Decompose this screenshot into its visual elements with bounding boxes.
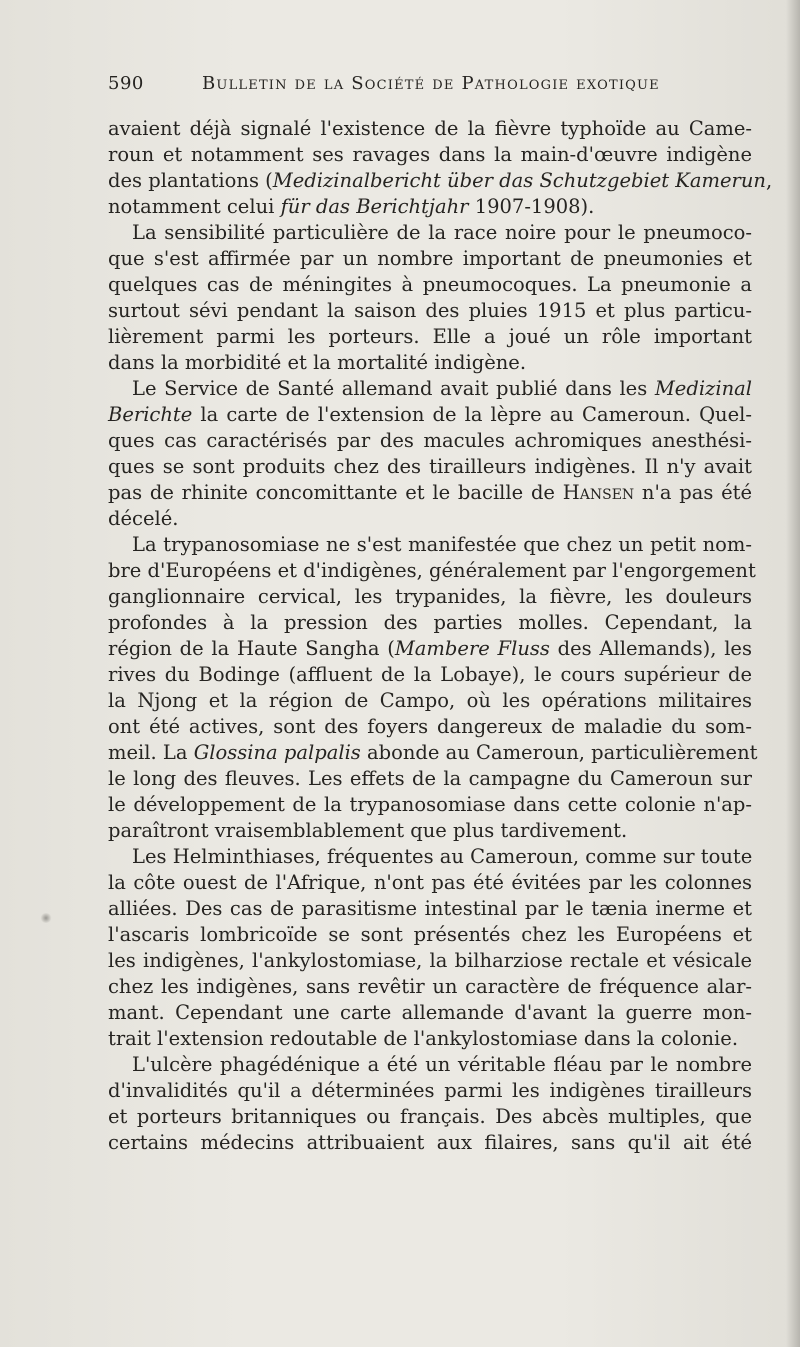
text-line <box>108 298 752 324</box>
text-run: meil. La <box>108 741 194 764</box>
text-run: Le Service de Santé allemand avait publié dans les <box>132 377 655 400</box>
text-line <box>108 1000 752 1026</box>
italic-text: Medizinal <box>654 377 752 400</box>
text-run: ques cas caractérisés par des macules achromiques anesthési- <box>108 429 752 452</box>
text-run: des plantations ( <box>108 169 273 192</box>
text-line <box>108 1104 752 1130</box>
text-run: notamment celui <box>108 195 281 218</box>
text-line <box>108 480 752 506</box>
text-run: rives du Bodinge (affluent de la Lobaye), le cours supérieur de <box>108 663 752 686</box>
running-header <box>108 73 768 101</box>
text-run: profondes à la pression des parties molles. Cependant, la <box>108 611 752 634</box>
italic-text: Glossina palpalis <box>193 741 361 764</box>
text-line <box>108 688 752 714</box>
text-run: que s'est affirmée par un nombre important de pneumonies et <box>108 247 752 270</box>
running-title: Bulletin de la Société de Pathologie exotique <box>202 73 660 94</box>
text-line <box>108 168 773 194</box>
text-line <box>108 1078 752 1104</box>
text-run: pas de rhinite concomittante et le bacille de <box>108 481 563 504</box>
text-run: La trypanosomiase ne s'est manifestée que chez un petit nom- <box>132 533 752 556</box>
text-run: les indigènes, l'ankylostomiase, la bilharziose rectale et vésicale <box>108 949 752 972</box>
text-run: région de la Haute Sangha ( <box>108 637 395 660</box>
text-line <box>108 610 752 636</box>
text-line <box>108 558 756 584</box>
text-line <box>108 714 752 740</box>
text-run: Les Helminthiases, fréquentes au Cameroun, comme sur toute <box>132 845 753 868</box>
text-line <box>108 142 752 168</box>
body-text <box>108 116 773 1156</box>
text-line <box>108 792 752 818</box>
text-line <box>108 896 752 922</box>
text-run: mant. Cependant une carte allemande d'avant la guerre mon- <box>108 1001 752 1024</box>
text-run: la côte ouest de l'Afrique, n'ont pas été évitées par les colonnes <box>108 871 752 894</box>
text-line <box>108 376 752 402</box>
paragraph <box>108 116 773 220</box>
text-line <box>108 1130 752 1156</box>
text-line <box>108 1052 752 1078</box>
text-line <box>108 870 752 896</box>
paragraph <box>108 1052 752 1156</box>
paragraph <box>108 844 752 1052</box>
text-run: bre d'Européens et d'indigènes, généralement par l'engorgement <box>108 559 756 582</box>
text-run: trait l'extension redoutable de l'ankylostomiase dans la colonie. <box>108 1027 739 1050</box>
text-line <box>108 974 752 1000</box>
ink-speck <box>40 913 52 923</box>
text-line <box>108 532 752 558</box>
paragraph <box>108 220 752 376</box>
text-run: le long des fleuves. Les effets de la campagne du Cameroun sur <box>108 767 752 790</box>
text-line <box>108 740 758 766</box>
text-run: roun et notamment ses ravages dans la main-d'œuvre indigène <box>108 143 752 166</box>
text-run: d'invalidités qu'il a déterminées parmi les indigènes tirailleurs <box>108 1079 752 1102</box>
text-line <box>108 584 752 610</box>
text-run: La sensibilité particulière de la race noire pour le pneumoco- <box>132 221 752 244</box>
text-run: abonde au Cameroun, particulièrement <box>360 741 758 764</box>
paragraph <box>108 532 758 844</box>
text-line <box>108 272 752 298</box>
text-run: le développement de la trypanosomiase dans cette colonie n'ap- <box>108 793 752 816</box>
italic-text: für das Berichtjahr <box>280 195 469 218</box>
text-line <box>108 922 752 948</box>
text-run: certains médecins attribuaient aux filaires, sans qu'il ait été <box>108 1131 752 1154</box>
text-line <box>108 766 752 792</box>
text-line <box>108 844 752 870</box>
author-name: Hansen <box>562 481 635 504</box>
text-run: dans la morbidité et la mortalité indigène. <box>108 351 527 374</box>
text-run: surtout sévi pendant la saison des pluies 1915 et plus particu- <box>108 299 752 322</box>
text-run: , <box>765 169 773 192</box>
text-line <box>108 350 752 376</box>
text-run: alliées. Des cas de parasitisme intestinal par le tænia inerme et <box>108 897 752 920</box>
text-line <box>108 948 752 974</box>
text-line <box>108 662 752 688</box>
italic-text: Medizinalbericht über das Schutzgebiet Kamerun <box>272 169 766 192</box>
text-run: des Allemands), les <box>549 637 752 660</box>
text-line <box>108 818 752 844</box>
text-line <box>108 246 752 272</box>
text-run: quelques cas de méningites à pneumocoques. La pneumonie a <box>108 273 752 296</box>
text-run: ont été actives, sont des foyers dangereux de maladie du som- <box>108 715 752 738</box>
text-run: et porteurs britanniques ou français. Des abcès multiples, que <box>108 1105 752 1128</box>
text-run: l'ascaris lombricoïde se sont présentés chez les Européens et <box>108 923 752 946</box>
text-run: 1907-1908). <box>468 195 595 218</box>
text-line <box>108 454 752 480</box>
text-run: décelé. <box>108 507 179 530</box>
text-run: ganglionnaire cervical, les trypanides, la fièvre, les douleurs <box>108 585 752 608</box>
text-line <box>108 1026 752 1052</box>
text-run: L'ulcère phagédénique a été un véritable fléau par le nombre <box>132 1053 752 1076</box>
text-line <box>108 324 752 350</box>
text-run: avaient déjà signalé l'existence de la fièvre typhoïde au Came- <box>108 117 752 140</box>
text-run: ques se sont produits chez des tirailleurs indigènes. Il n'y avait <box>108 455 752 478</box>
text-line <box>108 506 752 532</box>
page-edge-shadow <box>786 0 800 1347</box>
text-run: lièrement parmi les porteurs. Elle a joué un rôle important <box>108 325 752 348</box>
text-run: chez les indigènes, sans revêtir un caractère de fréquence alar- <box>108 975 752 998</box>
text-run: la carte de l'extension de la lèpre au Cameroun. Quel- <box>192 403 752 426</box>
text-line <box>108 220 752 246</box>
text-line <box>108 428 752 454</box>
text-line <box>108 402 752 428</box>
text-run: la Njong et la région de Campo, où les opérations militaires <box>108 689 752 712</box>
italic-text: Mambere Fluss <box>394 637 550 660</box>
page-number: 590 <box>108 73 144 94</box>
text-line <box>108 116 752 142</box>
text-run: n'a pas été <box>634 481 752 504</box>
italic-text: Berichte <box>108 403 193 426</box>
text-run: paraîtront vraisemblablement que plus tardivement. <box>108 819 628 842</box>
paragraph <box>108 376 752 532</box>
text-line <box>108 194 752 220</box>
text-line <box>108 636 752 662</box>
